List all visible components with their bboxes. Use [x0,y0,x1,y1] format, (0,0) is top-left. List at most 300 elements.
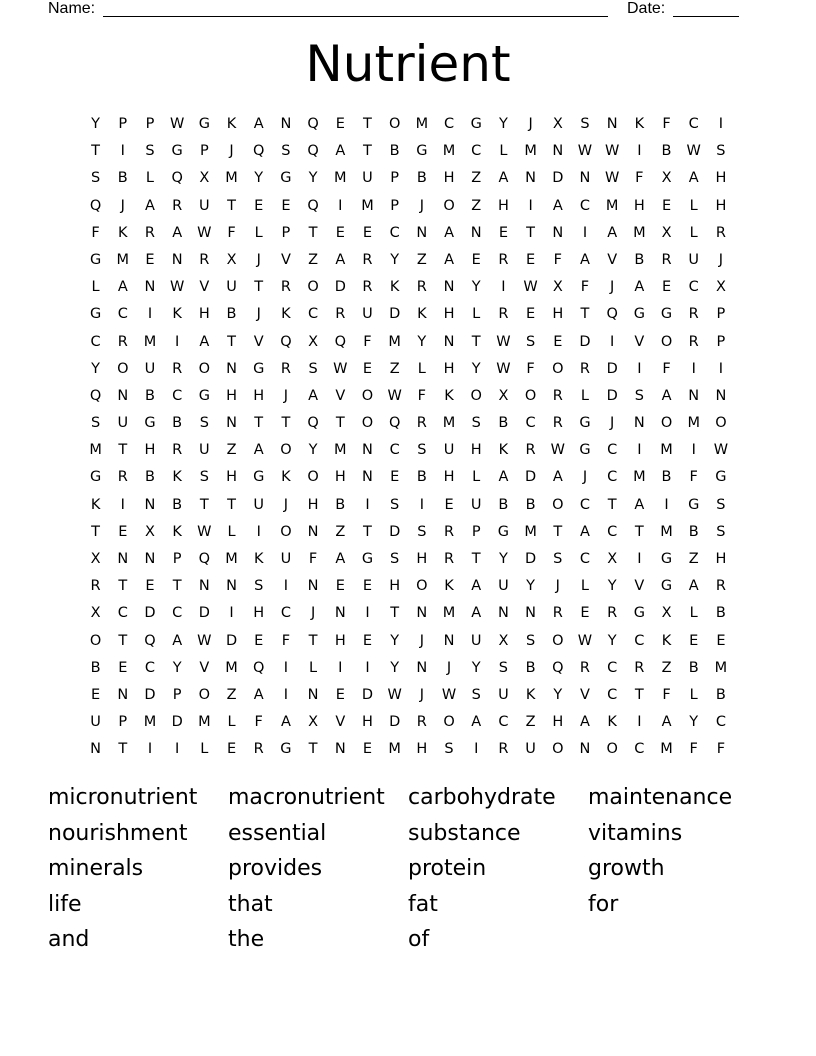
grid-row [82,168,735,195]
grid-letter: I [691,360,696,377]
grid-letter: H [198,306,210,323]
word-list-item: vitamins [588,820,683,846]
grid-letter: C [144,659,156,676]
grid-letter: A [280,714,291,731]
word-list-item: minerals [48,856,144,881]
grid-letter: H [552,714,564,731]
grid-letter: O [307,279,319,296]
grid-letter: I [229,605,234,622]
grid-letter: E [362,360,373,377]
grid-letter: C [688,116,699,132]
grid-letter: W [523,279,538,296]
grid-letter: A [145,197,155,214]
grid-letter: Y [254,170,264,187]
grid-letter: S [498,659,509,676]
grid-letter: Z [661,659,672,676]
grid-letter: A [634,279,645,296]
grid-letter: S [471,415,481,432]
grid-letter: D [225,632,238,649]
grid-row [82,304,735,331]
grid-letter: K [661,632,672,649]
grid-letter: O [552,360,564,377]
grid-letter: I [718,116,724,132]
grid-letter: A [308,387,319,404]
grid-letter: B [416,170,427,187]
grid-letter: T [227,333,236,350]
grid-letter: K [525,686,536,703]
grid-letter: G [715,469,727,486]
grid-letter: M [225,659,238,676]
grid-letter: Y [471,279,481,296]
word-list-item: essential [228,820,327,846]
grid-letter: E [553,333,563,350]
grid-letter: C [634,741,645,758]
grid-letter: A [335,251,346,268]
grid-letter: J [283,496,289,513]
grid-letter: D [361,686,374,703]
grid-letter: T [526,224,536,241]
grid-letter: J [610,415,615,432]
grid-letter: Z [416,251,427,268]
grid-letter: E [226,741,237,758]
grid-letter: Q [307,415,319,432]
grid-letter: U [226,279,237,296]
grid-row [82,658,735,685]
grid-letter: A [253,442,264,459]
grid-letter: E [91,686,101,703]
grid-letter: M [388,333,401,350]
grid-letter: A [172,632,183,649]
grid-letter: A [335,551,346,567]
grid-letter: B [661,469,672,486]
grid-letter: X [607,551,618,567]
grid-letter: U [470,496,482,513]
grid-letter: O [660,415,673,432]
grid-letter: W [550,442,565,459]
grid-letter: C [607,659,618,676]
grid-letter: T [91,143,101,160]
grid-letter: X [661,224,672,241]
grid-letter: N [362,442,373,459]
grid-letter: K [90,496,101,513]
grid-letter: N [552,224,564,241]
grid-letter: I [718,360,724,377]
grid-letter: D [606,387,618,404]
grid-letter: M [143,333,157,350]
grid-letter: J [256,251,261,268]
grid-letter: M [334,442,347,459]
grid-letter: H [389,578,401,595]
grid-letter: F [363,333,372,350]
grid-letter: C [172,387,183,404]
grid-letter: X [552,279,563,296]
grid-letter: X [90,605,101,622]
grid-letter: W [197,632,212,649]
grid-row [82,196,735,223]
word-list-item: protein [408,856,487,881]
grid-letter: S [390,551,400,567]
word-list-item: substance [408,820,521,846]
grid-letter: Y [607,632,617,649]
grid-letter: H [362,714,373,731]
grid-letter: A [471,605,482,622]
grid-letter: L [200,741,209,758]
grid-letter: V [580,686,590,703]
grid-letter: I [147,741,153,758]
grid-letter: Z [308,251,319,268]
grid-letter: T [118,442,128,459]
word-list-item: macronutrient [228,785,385,810]
grid-letter: R [335,306,346,323]
grid-letter: M [89,442,102,459]
grid-letter: O [280,442,292,459]
grid-letter: E [580,605,590,622]
grid-letter: W [197,224,212,241]
grid-letter: P [716,333,726,350]
grid-letter: N [579,741,591,758]
grid-letter: D [552,170,564,187]
grid-row [82,359,735,386]
grid-letter: E [254,632,264,649]
grid-letter: C [498,714,509,731]
grid-letter: U [362,170,373,187]
word-list-item: that [228,891,273,917]
word-list-item: maintenance [588,785,733,810]
grid-letter: X [90,551,101,567]
grid-letter: A [117,279,128,296]
grid-letter: A [498,469,509,486]
grid-letter: F [417,387,427,404]
grid-letter: A [688,578,699,595]
grid-letter: V [335,714,346,731]
grid-letter: Z [226,686,237,703]
grid-letter: H [715,551,727,567]
grid-letter: E [444,496,454,513]
grid-letter: I [474,741,479,758]
grid-letter: D [579,333,591,350]
grid-letter: A [580,251,590,268]
grid-letter: H [497,197,509,214]
grid-letter: X [498,387,509,404]
grid-letter: I [528,197,533,214]
grid-letter: E [335,578,345,595]
grid-letter: W [604,170,620,187]
word-list-item: carbohydrate [408,785,556,810]
grid-letter: A [661,714,672,731]
grid-letter: J [582,469,588,486]
grid-row [82,685,735,712]
grid-letter: N [606,116,618,132]
grid-letter: X [145,523,155,540]
grid-letter: A [661,387,672,404]
grid-letter: E [526,306,536,323]
grid-letter: M [225,170,238,187]
grid-letter: N [416,224,428,241]
grid-letter: U [144,360,156,377]
grid-letter: I [610,333,615,350]
grid-letter: N [579,170,591,187]
grid-letter: Z [525,714,536,731]
grid-letter: C [117,306,128,323]
grid-letter: S [716,143,726,160]
grid-letter: H [443,170,455,187]
grid-letter: J [528,116,533,132]
grid-letter: N [525,170,537,187]
grid-letter: J [419,197,424,214]
grid-letter: J [256,306,261,323]
grid-letter: O [117,360,129,377]
grid-letter: G [470,116,482,132]
grid-letter: R [715,224,726,241]
grid-row [82,549,735,576]
grid-letter: Q [144,632,156,649]
grid-letter: S [716,523,726,540]
grid-letter: E [145,578,155,595]
grid-letter: I [501,279,506,296]
grid-letter: B [525,659,536,676]
grid-letter: R [443,523,455,540]
grid-letter: U [199,442,210,459]
grid-letter: U [199,197,210,214]
grid-letter: J [419,686,424,703]
grid-letter: N [715,387,727,404]
grid-letter: S [199,469,209,486]
grid-letter: Q [307,197,319,214]
grid-letter: N [552,143,564,160]
grid-letter: O [524,387,537,404]
grid-letter: I [283,578,289,595]
grid-letter: B [389,143,400,160]
grid-letter: O [416,578,428,595]
grid-letter: R [607,605,618,622]
grid-letter: I [365,496,370,513]
grid-letter: G [361,551,374,567]
grid-letter: G [89,469,102,486]
grid-letter: H [226,387,237,404]
grid-letter: V [253,333,264,350]
grid-letter: X [308,333,319,350]
grid-letter: F [281,632,291,649]
grid-letter: R [172,197,183,214]
grid-row [82,603,735,630]
grid-letter: L [227,714,236,731]
grid-letter: X [308,714,319,731]
grid-letter: H [416,741,428,758]
grid-letter: B [90,659,101,676]
grid-letter: E [661,279,672,296]
grid-letter: H [144,442,156,459]
grid-letter: C [688,279,699,296]
grid-letter: A [580,714,590,731]
grid-letter: R [661,251,672,268]
grid-row [82,332,735,359]
grid-letter: L [580,578,590,595]
grid-letter: Z [471,197,482,214]
grid-letter: D [389,306,401,323]
grid-letter: N [470,224,482,241]
grid-letter: G [660,306,673,323]
grid-letter: M [334,170,347,187]
grid-letter: B [144,387,155,404]
grid-letter: I [419,496,424,513]
grid-letter: M [388,741,401,758]
grid-letter: X [552,116,563,132]
grid-letter: E [254,197,264,214]
word-list-item: life [48,891,82,917]
grid-letter: E [335,116,345,132]
grid-letter: U [470,632,482,649]
grid-letter: N [443,333,455,350]
grid-letter: I [338,659,343,676]
grid-letter: T [363,523,372,540]
grid-letter: F [689,741,698,758]
grid-letter: R [579,360,590,377]
grid-letter: N [198,578,210,595]
grid-letter: O [280,523,292,540]
grid-letter: T [580,306,590,323]
grid-row [82,114,735,141]
grid-letter: Y [91,116,101,132]
grid-letter: T [227,197,236,214]
grid-letter: Q [307,116,319,132]
grid-letter: Y [498,551,508,567]
grid-letter: Y [172,659,182,676]
grid-letter: T [471,551,481,567]
grid-letter: A [444,251,454,268]
grid-letter: K [498,442,509,459]
date-label: Date: [627,0,666,17]
grid-letter: I [691,442,696,459]
grid-letter: K [444,387,454,404]
grid-letter: B [144,469,155,486]
grid-letter: U [362,306,373,323]
grid-letter: R [416,714,427,731]
grid-letter: G [280,741,292,758]
grid-letter: R [525,442,536,459]
grid-letter: F [308,551,318,567]
grid-letter: C [443,116,455,132]
grid-letter: E [118,659,128,676]
grid-letter: H [443,469,455,486]
grid-letter: F [580,279,590,296]
grid-letter: Y [390,659,400,676]
grid-letter: C [471,143,482,160]
grid-letter: N [117,387,129,404]
grid-letter: G [579,442,591,459]
grid-letter: T [199,496,209,513]
grid-letter: O [470,387,482,404]
grid-letter: M [442,605,456,622]
grid-letter: Q [307,143,319,160]
grid-letter: D [144,686,156,703]
grid-letter: B [335,496,346,513]
grid-letter: C [607,523,618,540]
grid-letter: W [169,279,185,296]
grid-letter: J [120,197,125,214]
grid-letter: Q [198,551,211,567]
grid-letter: F [227,224,236,241]
grid-letter: A [444,224,454,241]
grid-letter: I [283,659,289,676]
grid-letter: N [307,523,319,540]
grid-letter: R [253,741,264,758]
grid-letter: O [361,415,374,432]
grid-letter: H [334,469,346,486]
grid-letter: W [577,632,593,649]
grid-letter: E [362,224,373,241]
grid-letter: P [145,116,155,132]
grid-letter: L [472,469,481,486]
grid-letter: U [443,442,455,459]
grid-letter: Q [253,143,265,160]
grid-letter: O [552,496,564,513]
grid-letter: F [689,469,698,486]
grid-letter: P [390,170,400,187]
grid-letter: X [715,279,726,296]
grid-letter: U [688,251,700,268]
grid-letter: N [90,741,102,758]
grid-letter: Y [308,442,318,459]
grid-letter: U [90,714,101,731]
grid-row [82,386,735,413]
grid-letter: Q [89,197,102,214]
grid-letter: S [417,442,427,459]
grid-letter: S [525,333,536,350]
grid-letter: V [199,279,210,296]
grid-letter: K [253,551,264,567]
grid-letter: I [175,333,180,350]
name-blank-line [103,0,608,17]
grid-letter: O [307,469,319,486]
grid-letter: I [365,605,370,622]
grid-letter: R [172,360,183,377]
grid-letter: A [552,197,563,214]
grid-letter: A [634,496,645,513]
grid-letter: T [254,279,264,296]
grid-letter: D [606,360,618,377]
grid-row [82,522,735,549]
grid-letter: C [90,333,101,350]
grid-letter: T [308,224,318,241]
grid-letter: A [172,224,183,241]
grid-letter: J [229,143,234,160]
grid-letter: U [525,741,536,758]
grid-letter: G [89,306,102,323]
grid-letter: G [660,551,673,567]
grid-row [82,141,735,168]
grid-letter: H [715,197,727,214]
grid-letter: N [144,279,156,296]
grid-letter: O [715,415,727,432]
grid-letter: N [226,360,237,377]
grid-letter: I [637,442,642,459]
grid-letter: M [442,143,456,160]
grid-letter: O [443,197,455,214]
grid-letter: K [281,306,291,323]
word-list-item: micronutrient [48,785,198,810]
grid-letter: M [633,469,646,486]
grid-letter: R [498,306,509,323]
date-blank-line [673,0,739,17]
page-title: Nutrient [305,35,511,93]
grid-letter: T [308,741,318,758]
grid-letter: Z [688,551,699,567]
grid-letter: H [552,306,564,323]
grid-letter: L [689,605,698,622]
grid-letter: G [416,143,428,160]
grid-letter: C [579,551,591,567]
grid-letter: G [171,143,183,160]
